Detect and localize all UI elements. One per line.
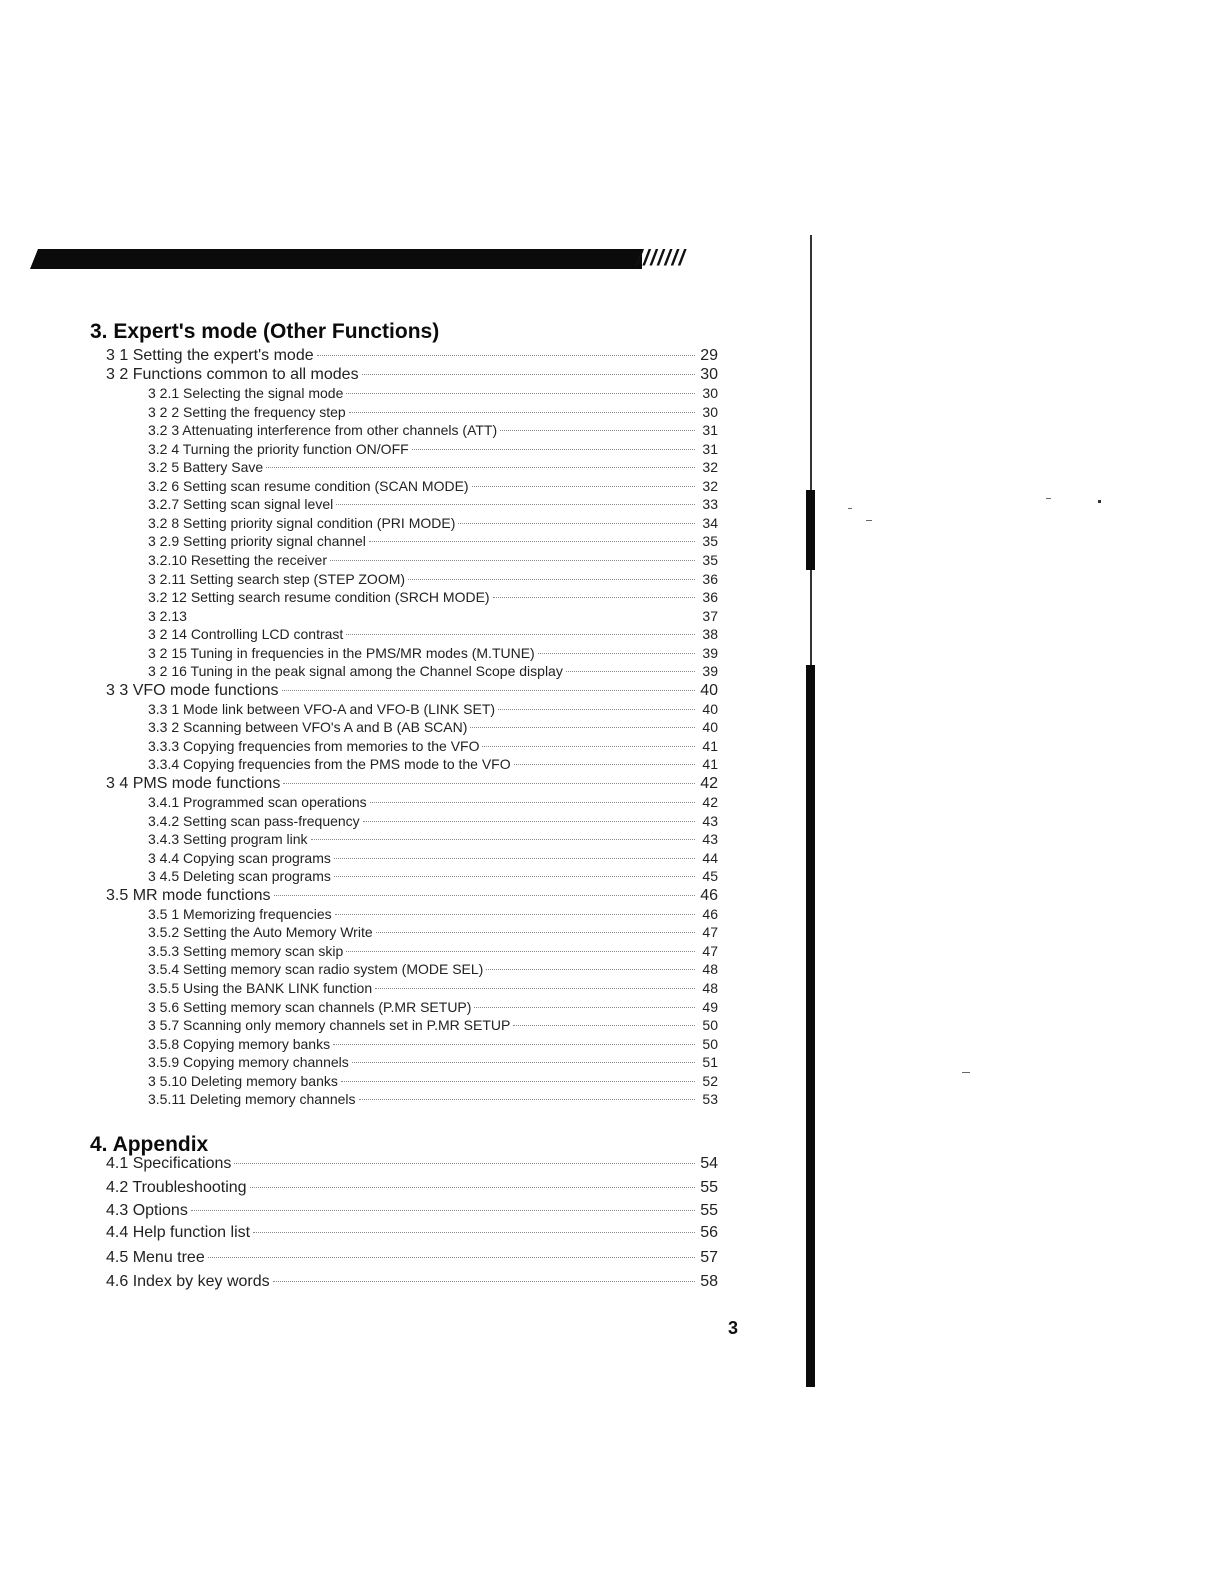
dot-leader: [283, 783, 695, 784]
dot-leader: [470, 727, 695, 728]
dot-leader: [341, 1081, 695, 1082]
dot-leader: [376, 932, 695, 933]
toc-page-number: 32: [702, 459, 718, 476]
toc-page-number: 55: [700, 1202, 718, 1219]
dot-leader: [486, 969, 695, 970]
dot-leader: [346, 634, 695, 635]
toc-entry-title: 4.6 Index by key words: [106, 1273, 270, 1290]
toc-entry-title: 3.2 12 Setting search resume condition (SRCH MODE): [148, 589, 490, 606]
dot-leader: [408, 579, 695, 580]
toc-entry-title: 3.5 MR mode functions: [106, 886, 271, 904]
toc-entry: [106, 1201, 718, 1220]
toc-subentry: [148, 812, 718, 830]
toc-entry-title: 3 4.4 Copying scan programs: [148, 849, 331, 866]
toc-subentry: [148, 532, 718, 550]
header-slashes: ///////: [636, 245, 686, 270]
dot-leader: [458, 523, 695, 524]
dot-leader: [334, 858, 695, 859]
toc-entry-title: 3.5.9 Copying memory channels: [148, 1054, 349, 1071]
toc-entry-title: 3.5.11 Deleting memory channels: [148, 1091, 356, 1108]
toc-page-number: 31: [702, 440, 718, 457]
toc-page-number: 35: [702, 551, 718, 568]
toc-subentry: [148, 403, 718, 421]
section-heading: 4. Appendix: [90, 1133, 209, 1156]
toc-entry-title: 4.2 Troubleshooting: [106, 1179, 247, 1196]
toc-entry: [106, 774, 718, 793]
toc-page-number: 56: [700, 1224, 718, 1241]
toc-entry-title: 3 2 15 Tuning in frequencies in the PMS/MR modes (M.TUNE): [148, 644, 535, 661]
toc-entry: [106, 1178, 718, 1197]
toc-subentry: [148, 830, 718, 848]
toc-entry-title: 3.3 2 Scanning between VFO's A and B (AB SCAN): [148, 719, 468, 736]
toc-subentry: [148, 979, 718, 997]
toc-entry-title: 3 2 Functions common to all modes: [106, 366, 359, 383]
toc-subentry: [148, 551, 718, 569]
toc-subentry: [148, 607, 718, 625]
toc-entry-title: 3 4.5 Deleting scan programs: [148, 868, 331, 885]
toc-page-number: 30: [700, 366, 718, 383]
toc-subentry: [148, 923, 718, 941]
toc-entry-title: 3.2 8 Setting priority signal condition (PRI MODE): [148, 514, 456, 531]
dot-leader: [266, 467, 695, 468]
toc-page-number: 40: [700, 681, 718, 699]
dot-leader: [346, 951, 695, 952]
toc-subentry: [148, 588, 718, 606]
dot-leader: [362, 374, 695, 375]
toc-entry-title: 3.2.7 Setting scan signal level: [148, 496, 334, 513]
toc-page-number: 57: [700, 1249, 718, 1266]
toc-page-number: 29: [700, 347, 718, 364]
toc-page-number: 46: [702, 905, 718, 922]
dot-leader: [317, 355, 695, 356]
toc-page-number: 35: [702, 533, 718, 550]
toc-entry-title: 3 1 Setting the expert's mode: [106, 347, 314, 364]
toc-page-number: 37: [702, 607, 718, 624]
toc-entry-title: 3.5.2 Setting the Auto Memory Write: [148, 924, 373, 941]
toc-entry-title: 3 2 2 Setting the frequency step: [148, 403, 346, 420]
toc-subentry: [148, 700, 718, 718]
page-number: 3: [728, 1318, 739, 1338]
toc-page-number: 55: [700, 1179, 718, 1196]
toc-entry-title: 3.4.2 Setting scan pass-frequency: [148, 812, 360, 829]
toc-entry-title: 3 5.10 Deleting memory banks: [148, 1072, 338, 1089]
toc-entry-title: 3.4.3 Setting program link: [148, 831, 308, 848]
toc-entry-title: 4.1 Specifications: [106, 1155, 232, 1172]
toc-subentry: [148, 495, 718, 513]
toc-subentry: [148, 737, 718, 755]
toc-page-number: 53: [702, 1091, 718, 1108]
toc-subentry: [148, 477, 718, 495]
dot-leader: [493, 597, 695, 598]
dot-leader: [474, 1007, 695, 1008]
toc-subentry: [148, 718, 718, 736]
toc-entry-title: 4.5 Menu tree: [106, 1249, 205, 1266]
toc-page-number: 39: [702, 663, 718, 680]
toc-page-number: 50: [702, 1035, 718, 1052]
toc-page-number: 34: [702, 514, 718, 531]
dot-leader: [472, 486, 695, 487]
toc-subentry: [148, 793, 718, 811]
toc-page-number: 43: [702, 831, 718, 848]
dot-leader: [273, 1281, 695, 1282]
toc-page-number: 47: [702, 942, 718, 959]
toc-subentry: [148, 867, 718, 885]
toc-page-number: 49: [702, 998, 718, 1015]
toc-subentry: [148, 421, 718, 439]
toc-entry: [106, 1248, 718, 1267]
dot-leader: [352, 1062, 695, 1063]
dot-leader: [335, 914, 695, 915]
toc-page-number: 45: [702, 868, 718, 885]
toc-entry-title: 3.3.3 Copying frequencies from memories to the VFO: [148, 737, 480, 754]
toc-entry-title: 3.5.5 Using the BANK LINK function: [148, 979, 373, 996]
toc-entry-title: 3.5.3 Setting memory scan skip: [148, 942, 344, 959]
toc-subentry: [148, 1035, 718, 1053]
toc-entry-title: 3.5 1 Memorizing frequencies: [148, 905, 332, 922]
toc-subentry: [148, 570, 718, 588]
toc-subentry: [148, 998, 718, 1016]
toc-entry-title: 3.3.4 Copying frequencies from the PMS mode to the VFO: [148, 756, 511, 773]
toc-entry-title: 3.3 1 Mode link between VFO-A and VFO-B (LINK SET): [148, 700, 496, 717]
toc-subentry: [148, 384, 718, 402]
dot-leader: [349, 412, 695, 413]
toc-entry-title: 3 3 VFO mode functions: [106, 681, 279, 699]
toc-page-number: 44: [702, 849, 718, 866]
dot-leader: [274, 895, 695, 896]
toc-entry-title: 3 5.6 Setting memory scan channels (P.MR SETUP): [148, 998, 472, 1015]
toc-subentry: [148, 755, 718, 773]
toc-entry: [106, 365, 718, 384]
toc-subentry: [148, 662, 718, 680]
dot-leader: [336, 504, 695, 505]
dot-leader: [346, 393, 695, 394]
dot-leader: [234, 1163, 695, 1164]
toc-entry-title: 3.2 3 Attenuating interference from other channels (ATT): [148, 422, 498, 439]
toc-page-number: 36: [702, 589, 718, 606]
toc-entry-title: 3.2 5 Battery Save: [148, 459, 264, 476]
toc-entry-title: 3 4 PMS mode functions: [106, 775, 281, 792]
toc-page-number: 54: [700, 1155, 718, 1172]
dot-leader: [498, 709, 695, 710]
dot-leader: [363, 821, 695, 822]
toc-entry: [106, 346, 718, 365]
toc-entry-title: 3 2.1 Selecting the signal mode: [148, 385, 344, 401]
toc-entry-title: 3 2.11 Setting search step (STEP ZOOM): [148, 570, 406, 587]
toc-subentry: [148, 1016, 718, 1034]
toc-page-number: 40: [702, 719, 718, 736]
dot-leader: [375, 988, 695, 989]
toc-page-number: 40: [702, 700, 718, 717]
toc-page-number: 52: [702, 1072, 718, 1089]
toc-page-number: 31: [702, 422, 718, 439]
dot-leader: [208, 1257, 695, 1258]
dot-leader: [482, 746, 695, 747]
section-heading: 3. Expert's mode (Other Functions): [90, 320, 440, 343]
dot-leader: [334, 876, 695, 877]
toc-subentry: [148, 849, 718, 867]
toc-page-number: 33: [702, 496, 718, 513]
toc-entry-title: 3 2.9 Setting priority signal channel: [148, 533, 366, 550]
dot-leader: [359, 1099, 695, 1100]
dot-leader: [412, 449, 695, 450]
toc-page-number: 30: [702, 403, 718, 420]
toc-subentry: [148, 942, 718, 960]
dot-leader: [191, 1210, 695, 1211]
toc-entry: [106, 681, 718, 700]
toc-subentry: [148, 1090, 718, 1108]
toc-subentry: [148, 960, 718, 978]
toc-page-number: 30: [702, 385, 718, 401]
toc-page-number: 51: [702, 1054, 718, 1071]
toc-page-number: 48: [702, 961, 718, 978]
toc-page-number: 48: [702, 979, 718, 996]
toc-entry: [106, 1154, 718, 1173]
toc-page-number: 41: [702, 756, 718, 773]
toc-subentry: [148, 625, 718, 643]
dot-leader: [330, 560, 695, 561]
toc-page-number: 39: [702, 644, 718, 661]
dot-leader: [333, 1044, 695, 1045]
toc-entry: [106, 1272, 718, 1291]
dot-leader: [311, 839, 695, 840]
dot-leader: [514, 764, 695, 765]
toc-subentry: [148, 440, 718, 458]
toc-page-number: 58: [700, 1273, 718, 1290]
toc-subentry: [148, 905, 718, 923]
toc-entry-title: 3 5.7 Scanning only memory channels set in P.MR SETUP: [148, 1017, 511, 1034]
toc-page-number: 42: [700, 775, 718, 792]
dot-leader: [566, 671, 695, 672]
toc-entry-title: 4.3 Options: [106, 1202, 188, 1219]
toc-subentry: [148, 644, 718, 662]
toc-entry-title: 3.2 6 Setting scan resume condition (SCAN MODE): [148, 477, 469, 494]
toc-entry-title: 3.5.8 Copying memory banks: [148, 1035, 331, 1052]
dot-leader: [282, 690, 695, 691]
toc-entry-title: 3 2.13: [148, 607, 187, 624]
dot-leader: [500, 430, 695, 431]
toc-page-number: 36: [702, 570, 718, 587]
toc-page-number: 41: [702, 737, 718, 754]
toc-entry-title: 3 2 16 Tuning in the peak signal among the Channel Scope display: [148, 663, 563, 680]
dot-leader: [250, 1187, 695, 1188]
toc-page-number: 38: [702, 626, 718, 643]
toc-entry-title: 3.5.4 Setting memory scan radio system (MODE SEL): [148, 961, 484, 978]
dot-leader: [253, 1232, 695, 1233]
toc-entry: [106, 1223, 718, 1242]
toc-entry-title: 4.4 Help function list: [106, 1224, 251, 1241]
toc-entry-title: 3 2 14 Controlling LCD contrast: [148, 626, 344, 643]
toc-page-number: 50: [702, 1017, 718, 1034]
toc-page-number: 32: [702, 477, 718, 494]
dot-leader: [370, 802, 695, 803]
toc-page-number: 47: [702, 924, 718, 941]
toc-page-number: 46: [700, 886, 718, 904]
toc-page-number: 42: [702, 794, 718, 810]
toc-subentry: [148, 1072, 718, 1090]
toc-entry: [106, 886, 718, 905]
toc-page-number: 43: [702, 812, 718, 829]
toc-entry-title: 3.2.10 Resetting the receiver: [148, 551, 327, 568]
toc-subentry: [148, 458, 718, 476]
dot-leader: [513, 1025, 695, 1026]
toc-entry-title: 3.2 4 Turning the priority function ON/OFF: [148, 440, 409, 457]
dot-leader: [369, 541, 695, 542]
dot-leader: [538, 653, 695, 654]
toc-subentry: [148, 514, 718, 532]
toc-subentry: [148, 1053, 718, 1071]
toc-entry-title: 3.4.1 Programmed scan operations: [148, 794, 367, 810]
